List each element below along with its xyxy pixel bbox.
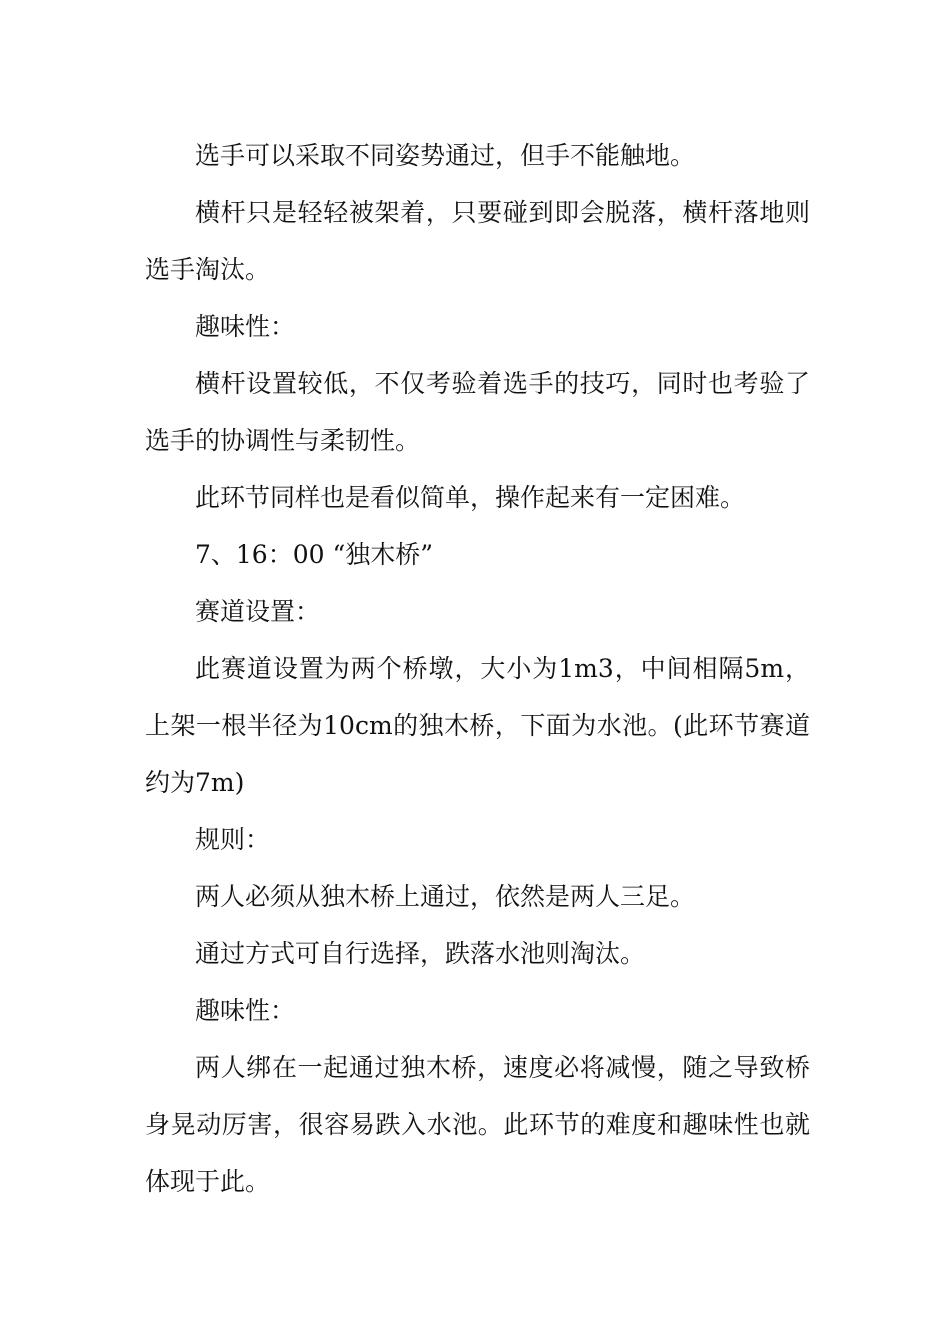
paragraph-bridge-fun: 两人绑在一起通过独木桥，速度必将减慢，随之导致桥身晃动厉害，很容易跌入水池。此环节的难度和趣味性也就体现于此。 (145, 1053, 810, 1196)
paragraph-section-title: 7、16：00 “独木桥” (195, 540, 434, 569)
paragraph-fun-heading-1: 趣味性： (195, 312, 296, 341)
paragraph-bridge-rule: 两人必须从独木桥上通过，依然是两人三足。 (195, 882, 696, 911)
document-body (145, 127, 810, 1210)
paragraph-fun-heading-2: 趣味性： (195, 996, 296, 1025)
paragraph-pose-rule: 选手可以采取不同姿势通过，但手不能触地。 (195, 141, 696, 170)
paragraph-difficulty-note: 此环节同样也是看似简单，操作起来有一定困难。 (195, 483, 746, 512)
paragraph-crossbar-fun: 横杆设置较低，不仅考验着选手的技巧，同时也考验了选手的协调性与柔韧性。 (145, 369, 810, 455)
paragraph-crossbar-rule: 横杆只是轻轻被架着，只要碰到即会脱落，横杆落地则选手淘汰。 (145, 198, 810, 284)
paragraph-track-setup: 此赛道设置为两个桥墩，大小为1m3，中间相隔5m，上架一根半径为10cm的独木桥，下面为水池。(此环节赛道约为7m) (145, 654, 810, 797)
paragraph-rules-heading: 规则： (195, 825, 271, 854)
paragraph-pass-rule: 通过方式可自行选择，跌落水池则淘汰。 (195, 939, 646, 968)
paragraph-track-heading: 赛道设置： (195, 597, 321, 626)
